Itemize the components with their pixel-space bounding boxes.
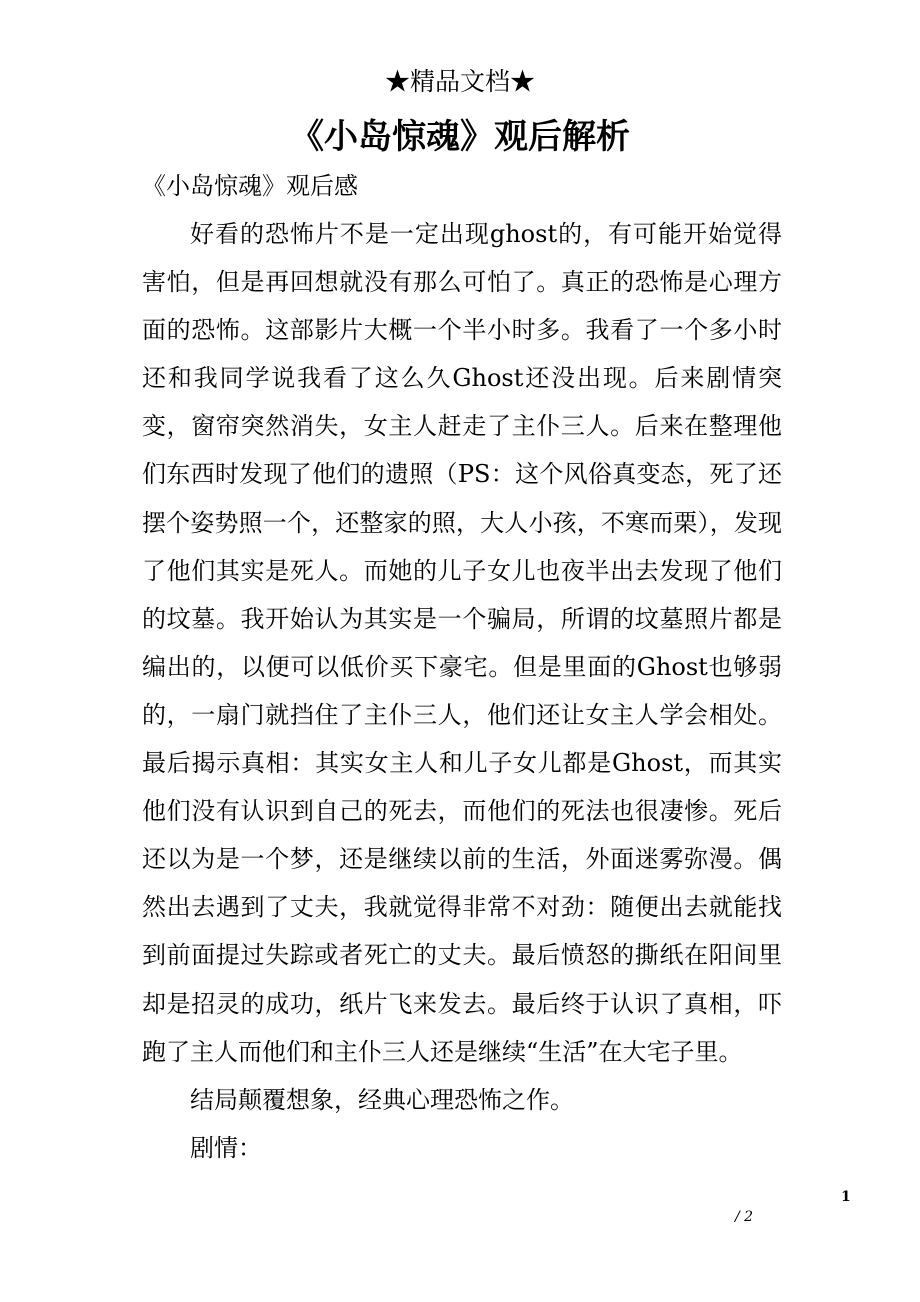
document-body <box>142 210 782 1172</box>
document-title: 《小岛惊魂》观后解析 <box>290 117 630 157</box>
document-subtitle: 《小岛惊魂》观后感 <box>142 172 358 200</box>
page-total: / 2 <box>735 1209 754 1225</box>
document-header: ★精品文档★ <box>384 67 535 96</box>
page-number: 1 <box>841 1189 851 1205</box>
paragraph-conclusion: 结局颠覆想象，经典心理恐怖之作。 <box>190 1085 574 1114</box>
paragraph-plot-heading: 剧情： <box>190 1133 262 1162</box>
paragraph-review: 好看的恐怖片不是一定出现ghost的，有可能开始觉得害怕，但是再回想就没有那么可怕了。真正的恐怖是心理方面的恐怖。这部影片大概一个半小时多。我看了一个多小时还和我同学说我看了这么久Ghost还没出现。后来剧情突变，窗帘突然消失，女主人赶走了主仆三人。后来在整理他们东西时发现了他们的遗照（PS：这个风俗真变态，死了还摆个姿势照一个，还整家的照，大人小孩，不寒而栗），发现了他们其实是死人。而她的儿子女儿也夜半出去发现了他们的坟墓。我开始认为其实是一个骗局，所谓的坟墓照片都是编出的，以便可以低价买下豪宅。但是里面的Ghost也够弱的，一扇门就挡住了主仆三人，他们还让女主人学会相处。最后揭示真相：其实女主人和儿子女儿都是Ghost，而其实他们没有认识到自己的死去，而他们的死法也很凄惨。死后还以为是一个梦，还是继续以前的生活，外面迷雾弥漫。偶然出去遇到了丈夫，我就觉得非常不对劲：随便出去就能找到前面提过失踪或者死亡的丈夫。最后愤怒的撕纸在阳间里却是招灵的成功，纸片飞来发去。最后终于认识了真相，吓跑了主人而他们和主仆三人还是继续“生活”在大宅子里。 <box>142 220 782 1066</box>
